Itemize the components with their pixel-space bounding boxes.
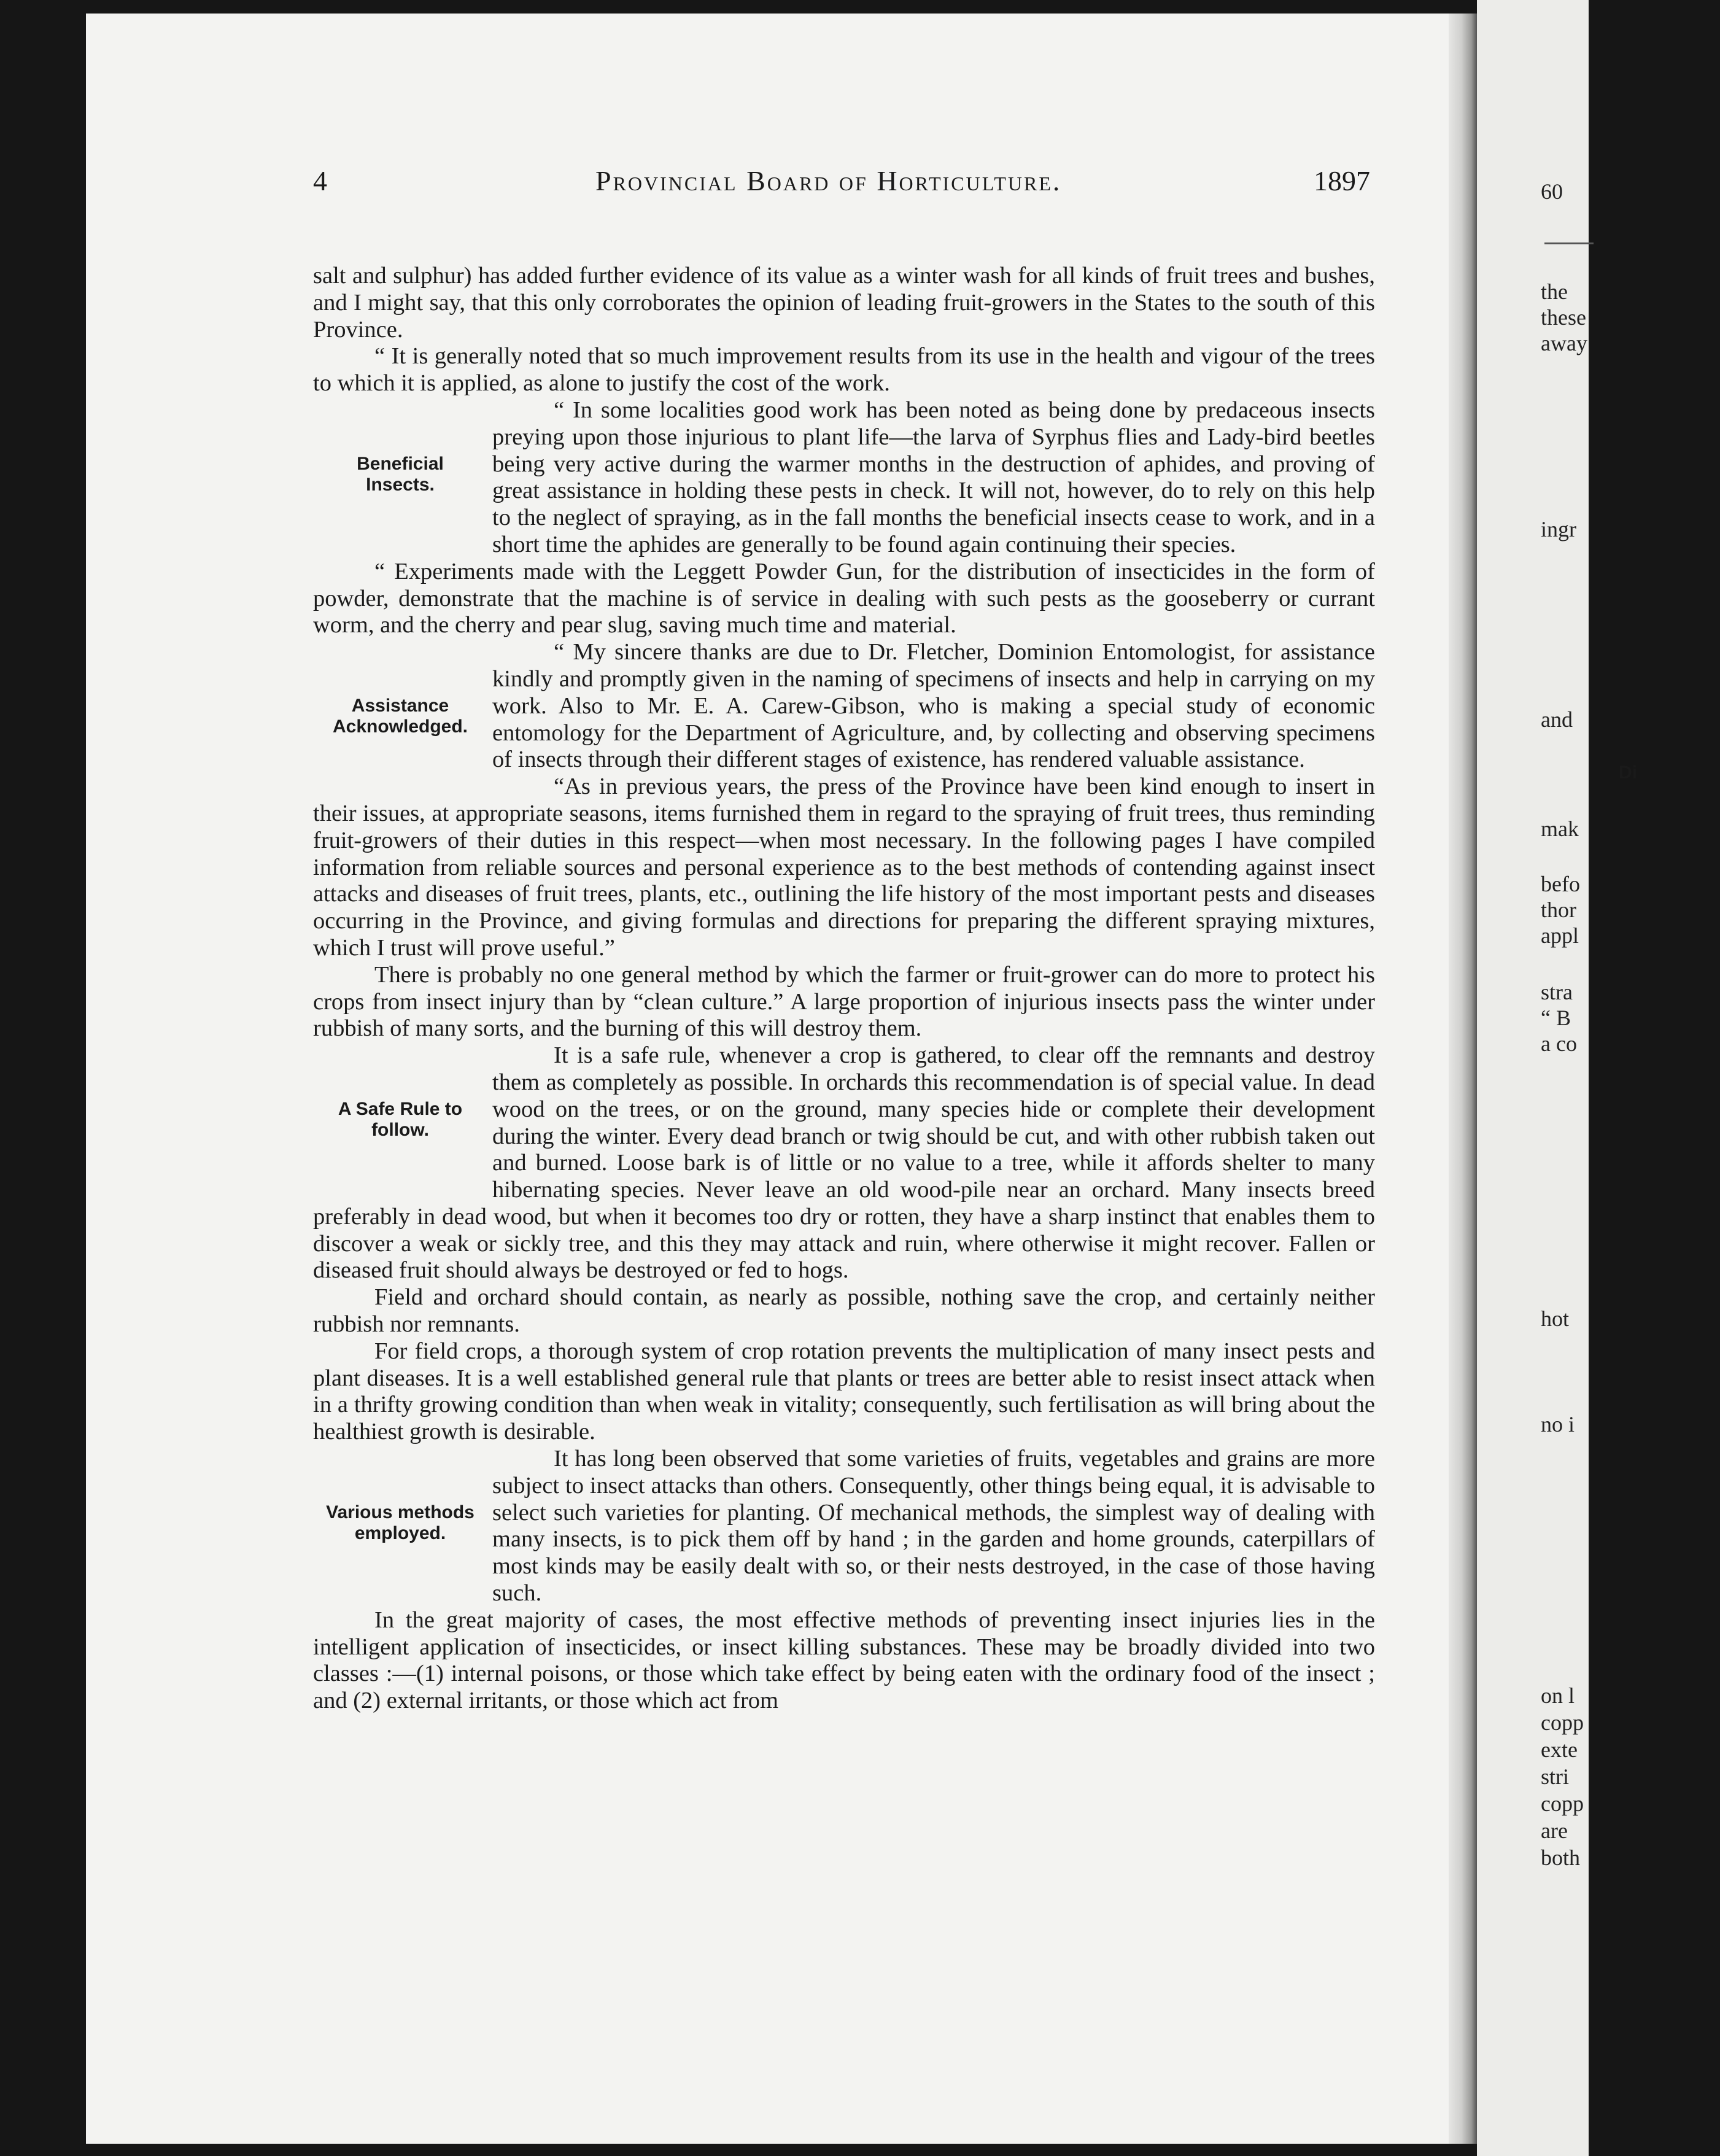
facing-page-number: 60 [1541, 179, 1563, 204]
facing-fragment: copp [1541, 1791, 1584, 1816]
paragraph: For field crops, a thorough system of crop rotation prevents the multiplication of many insect pests and plant diseases. It is a well established general rule that plants or trees are better able to resist insect attack when in a thrifty growing condition than when weak in vitality; consequently, such fertilisation as will bring about the healthiest growth is desirable. [313, 1338, 1375, 1445]
facing-fragment: “ B [1541, 1006, 1571, 1030]
facing-page-edge [1477, 0, 1637, 2156]
paragraph: “ My sincere thanks are due to Dr. Fletcher, Dominion Entomologist, for assistance kindly and promptly given in the naming of specimens of insects and help in carrying on my work. Also to Mr. E. A. Carew-Gibson, who is making a special study of economic entomology for the Department of Agriculture, and, by collecting and observing specimens of insects through their different stages of existence, has rendered valuable assistance. [492, 639, 1375, 773]
sidenote-beneficial-insects: Beneficial Insects. [357, 453, 444, 495]
facing-fragment: appl [1541, 923, 1579, 948]
paragraph: There is probably no one general method by which the farmer or fruit-grower can do more to protect his crops from insect injury than by “clean culture.” A large proportion of injurious insects pass the winter under rubbish of many sorts, and the burning of this will destroy them. [313, 961, 1375, 1042]
body-text [313, 263, 1375, 1715]
page-number: 4 [313, 165, 327, 196]
paragraph: Field and orchard should contain, as nearly as possible, nothing save the crop, and certainly neither rubbish nor remnants. [313, 1284, 1375, 1338]
paragraph: It is a safe rule, whenever a crop is gathered, to clear off the remnants and destroy them as completely as possible. In orchards this recommendation is of special value. In dead wood on the trees, or on the ground, many species hide or complete their development during the winter. Every dead branch or twig should be cut, and with other rubbish taken out and burned. Loose bark is of little or no value to a tree, while it affords shelter to many hibernating species. Never leave an old wood-pile near an orchard. Many insects breed preferably in dead wood, but when it becomes too dry or rotten, they have a sharp instinct that enables them to discover a weak or sickly tree, and this they may attack and ruin, where otherwise it might recover. Fallen or diseased fruit should always be destroyed or fed to hogs. [313, 1042, 1375, 1284]
facing-page-rule [1544, 242, 1594, 244]
facing-fragment: stra [1541, 980, 1573, 1004]
facing-fragment: on l [1541, 1683, 1575, 1708]
paragraph: “ Experiments made with the Leggett Powder Gun, for the distribution of insecticides in the form of powder, demonstrate that the machine is of service in dealing with such pests as the gooseberry or currant worm, and the cherry and pear slug, saving much time and material. [313, 558, 1375, 638]
sidenote-various-methods: Various methods employed. [326, 1502, 475, 1544]
facing-fragment: the [1541, 279, 1568, 304]
paragraph: “ It is generally noted that so much improvement results from its use in the health and vigour of the trees to which it is applied, as alone to justify the cost of the work. [313, 343, 1375, 397]
running-title: Provincial Board of Horticulture. [595, 165, 1062, 196]
paragraph: In the great majority of cases, the most effective methods of preventing insect injuries lies in the intelligent application of insecticides, or insect killing substances. These may be broadly divided into two classes :—(1) internal poisons, or those which take effect by being eaten with the ordinary food of the insect ; and (2) external irritants, or those which act from [313, 1607, 1375, 1714]
running-header [0, 165, 1589, 201]
facing-fragment: thor [1541, 898, 1576, 922]
page-gutter [1449, 14, 1477, 2144]
facing-fragment: befo [1541, 872, 1580, 896]
paragraph: “ In some localities good work has been noted as being done by predaceous insects preying upon those injurious to plant life—the larva of Syrphus flies and Lady-bird beetles being very active during the warmer months in the destruction of aphides, and proving of great assistance in holding these pests in check. It will not, however, do to rely on this help to the neglect of spraying, as in the fall months the beneficial insects cease to work, and in a short time the aphides are generally to be found again continuing their species. [492, 397, 1375, 557]
facing-fragment: ingr [1541, 517, 1576, 541]
facing-fragment: a co [1541, 1031, 1577, 1056]
facing-fragment: away [1541, 331, 1587, 355]
facing-fragment: hot [1541, 1306, 1570, 1331]
paragraph: salt and sulphur) has added further evidence of its value as a winter wash for all kinds of fruit trees and bushes, and I might say, that this only corroborates the opinion of leading fruit-growers in the States to the south of this Province. [313, 263, 1375, 343]
sidenote-safe-rule: A Safe Rule to follow. [338, 1099, 463, 1141]
facing-fragment: exte [1541, 1737, 1578, 1762]
facing-fragment: are [1541, 1818, 1568, 1843]
facing-fragment: and [1541, 707, 1573, 732]
facing-fragment: copp [1541, 1710, 1584, 1735]
paragraph: It has long been observed that some varieties of fruits, vegetables and grains are more subject to insect attacks than others. Consequently, other things being equal, it is advisable to select such varieties for planting. Of mechanical methods, the simplest way of dealing with many insects, is to pick them off by hand ; in the garden and home grounds, caterpillars of most kinds may be easily dealt with so, or their nests destroyed, in the case of those having such. [492, 1446, 1375, 1607]
facing-fragment: stri [1541, 1764, 1570, 1789]
header-year: 1897 [1314, 165, 1370, 196]
facing-fragment: these [1541, 305, 1586, 330]
facing-fragment: mak [1541, 816, 1579, 841]
paragraph: “As in previous years, the press of the Province have been kind enough to insert in their issues, at appropriate seasons, items furnished them in regard to the spraying of fruit trees, thus reminding fruit-growers of their duties in this respect—when most necessary. In the following pages I have compiled information from reliable sources and personal experience as to the best methods of contending against insect attacks and diseases of fruit trees, plants, etc., outlining the life history of the most important pests and diseases occurring in the Province, and giving formulas and directions for preparing the different spraying mixtures, which I trust will prove useful.” [313, 774, 1375, 961]
sidenote-assistance-acknowledged: Assistance Acknowledged. [332, 696, 468, 737]
facing-fragment: both [1541, 1845, 1581, 1870]
facing-fragment: no i [1541, 1412, 1575, 1437]
facing-fragment: Di [1619, 762, 1637, 783]
